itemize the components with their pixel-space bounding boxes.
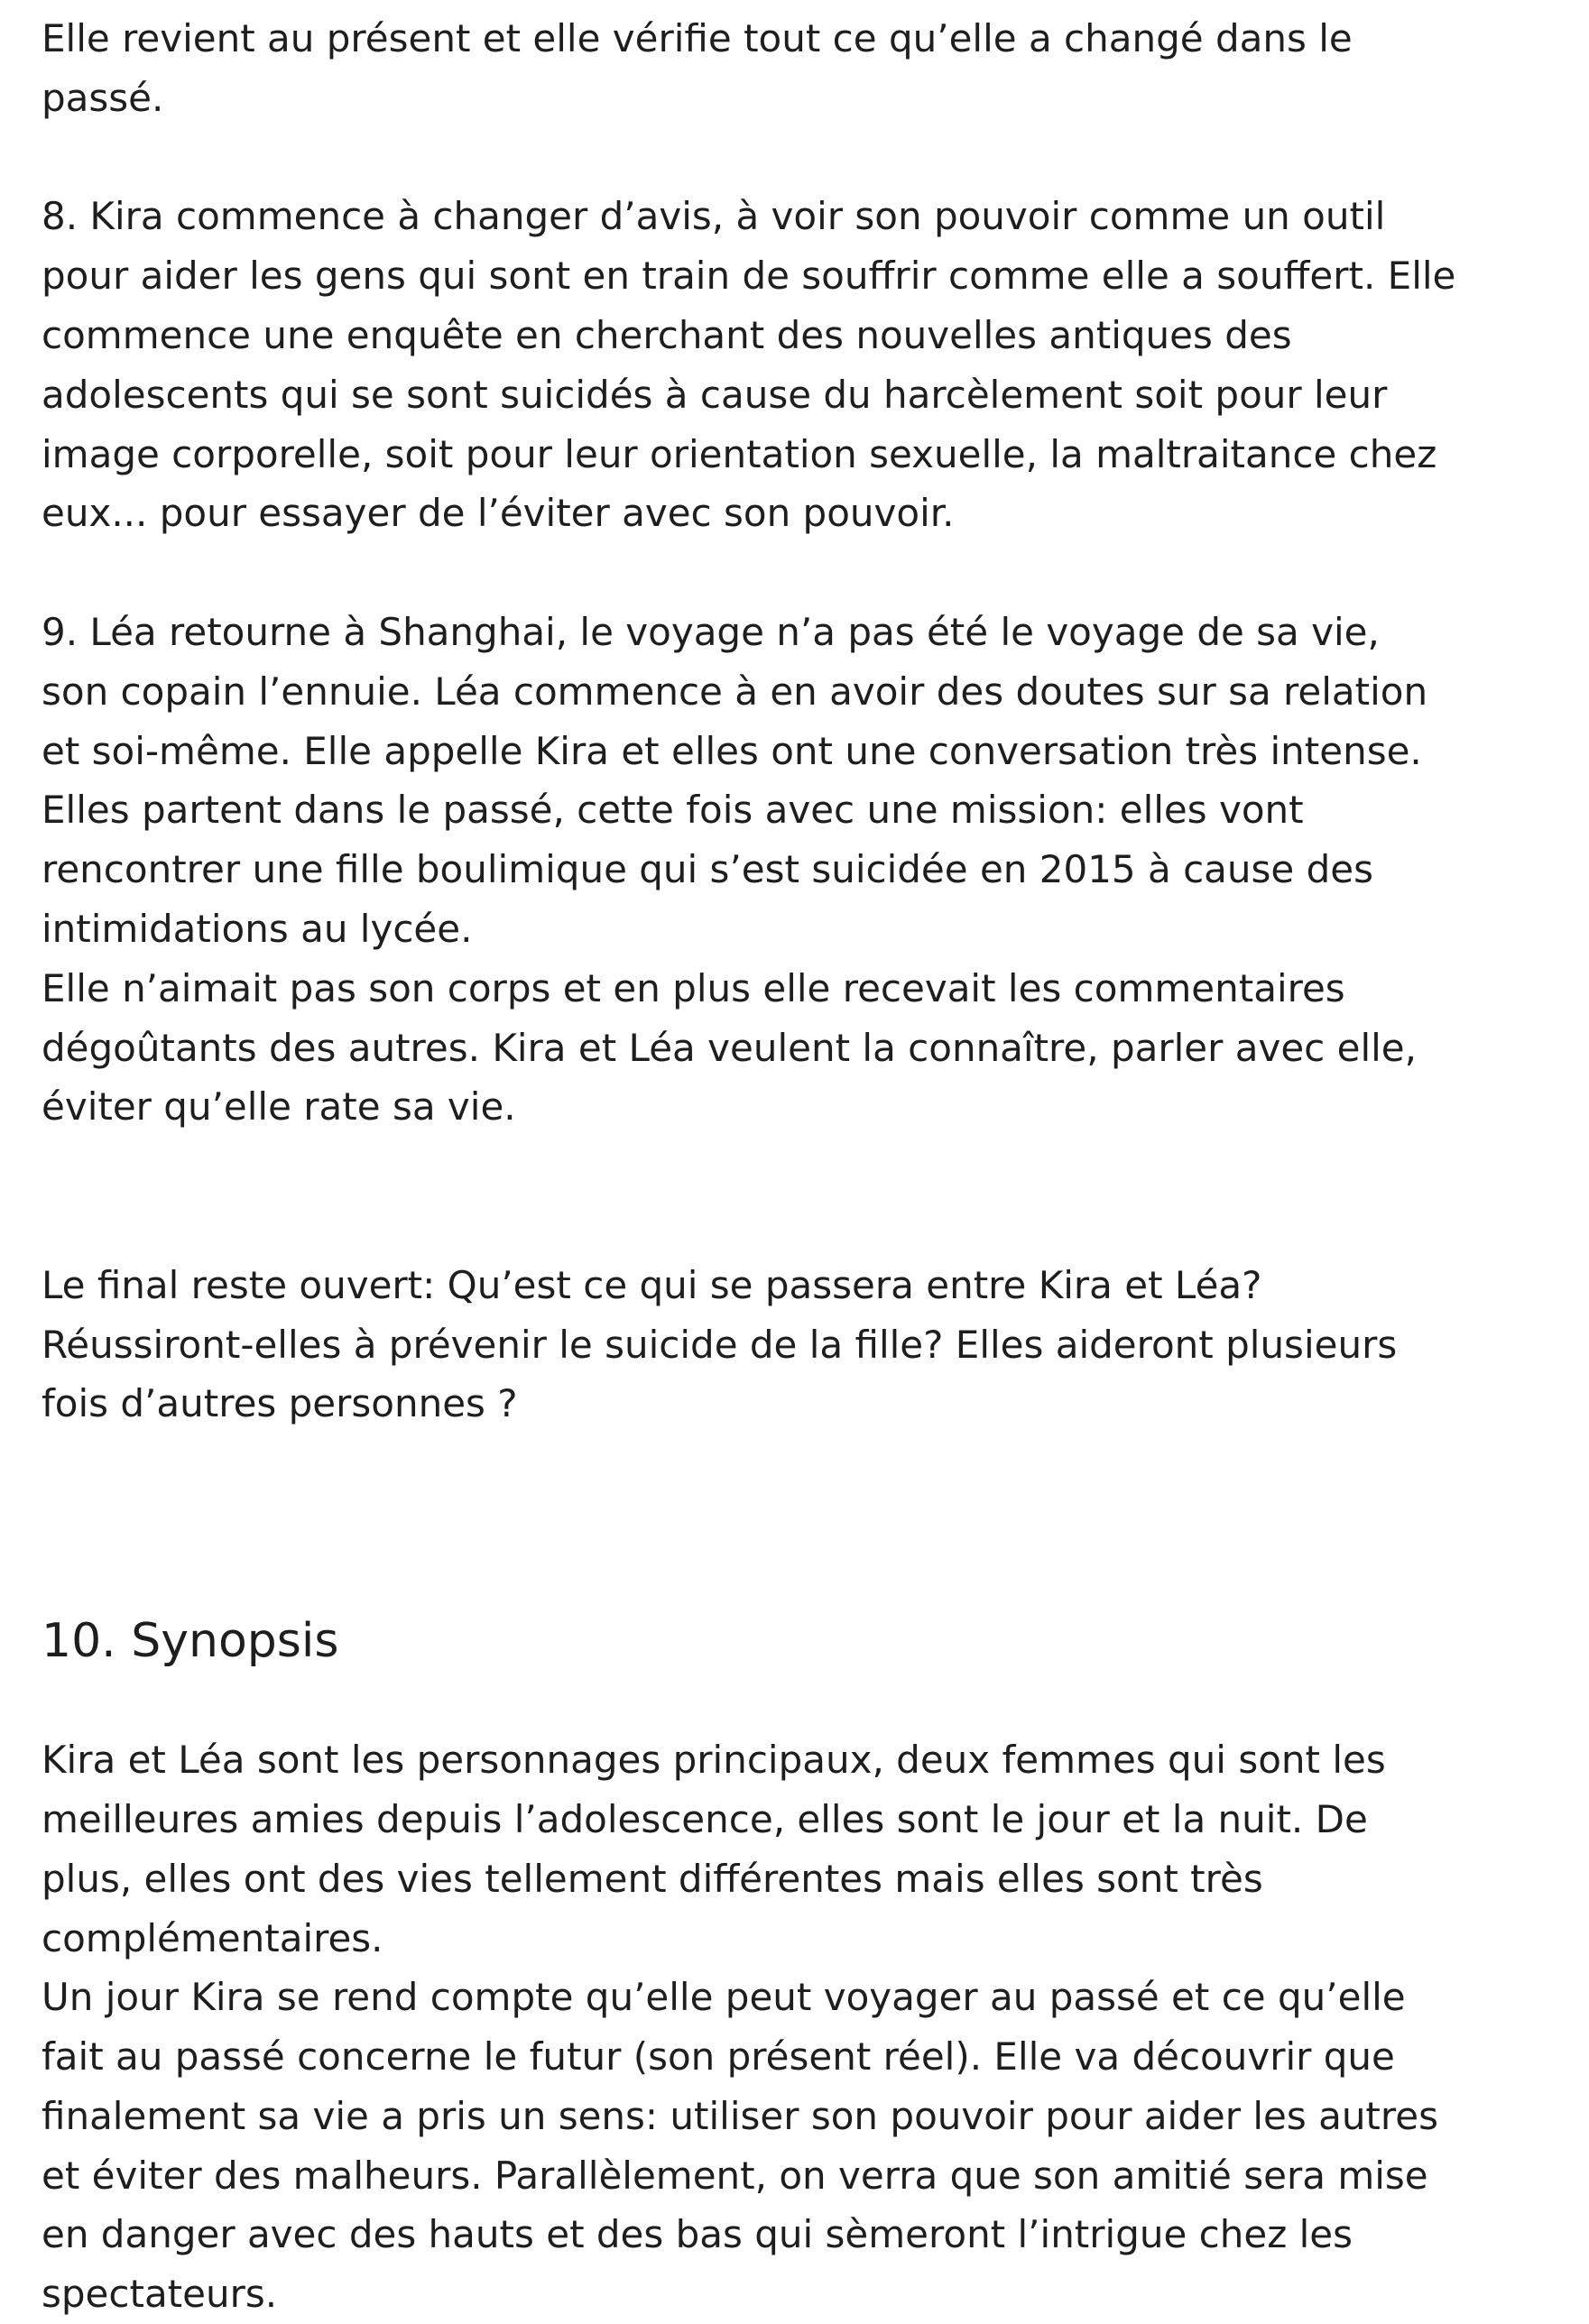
synopsis-paragraph xyxy=(42,1730,1548,2324)
paragraph-line: rencontrer une fille boulimique qui s’est suicidée en 2015 à cause des xyxy=(42,847,1373,892)
item-9-paragraph xyxy=(42,603,1548,1137)
paragraph-line: intimidations au lycée. xyxy=(42,906,473,951)
synopsis-heading: 10. Synopsis xyxy=(42,1613,339,1668)
document-page xyxy=(42,9,1548,2324)
paragraph-line: passé. xyxy=(42,75,164,120)
paragraph-line: complémentaires. xyxy=(42,1915,383,1960)
paragraph-line: adolescents qui se sont suicidés à cause du harcèlement soit pour leur xyxy=(42,372,1388,417)
paragraph-line: spectateurs. xyxy=(42,2272,278,2317)
paragraph-line: en danger avec des hauts et des bas qui sèmeront l’intrigue chez les xyxy=(42,2212,1353,2257)
paragraph-line: meilleures amies depuis l’adolescence, elles sont le jour et la nuit. De xyxy=(42,1796,1368,1841)
paragraph-line: fait au passé concerne le futur (son présent réel). Elle va découvrir que xyxy=(42,2034,1395,2080)
paragraph-line: commence une enquête en cherchant des nouvelles antiques des xyxy=(42,312,1292,357)
paragraph-line: et éviter des malheurs. Parallèlement, on verra que son amitié sera mise xyxy=(42,2153,1428,2198)
paragraph-line: 9. Léa retourne à Shanghai, le voyage n’a pas été le voyage de sa vie, xyxy=(42,609,1380,654)
paragraph-line: Kira et Léa sont les personnages principaux, deux femmes qui sont les xyxy=(42,1738,1386,1783)
paragraph-line: Elle n’aimait pas son corps et en plus elle recevait les commentaires xyxy=(42,965,1345,1010)
paragraph-line: Un jour Kira se rend compte qu’elle peut voyager au passé et ce qu’elle xyxy=(42,1975,1406,2020)
paragraph-line: eux... pour essayer de l’éviter avec son pouvoir. xyxy=(42,491,955,536)
paragraph-line: pour aider les gens qui sont en train de souffrir comme elle a souffert. Elle xyxy=(42,254,1456,299)
paragraph-line: Elles partent dans le passé, cette fois avec une mission: elles vont xyxy=(42,788,1304,833)
paragraph-spacer xyxy=(42,128,1548,188)
paragraph-spacer xyxy=(42,1671,1548,1730)
paragraph-line: Le final reste ouvert: Qu’est ce qui se passera entre Kira et Léa? xyxy=(42,1262,1262,1307)
paragraph-line: plus, elles ont des vies tellement différentes mais elles sont très xyxy=(42,1856,1263,1901)
paragraph-spacer xyxy=(42,543,1548,603)
paragraph-line: éviter qu’elle rate sa vie. xyxy=(42,1084,516,1130)
paragraph-line: fois d’autres personnes ? xyxy=(42,1381,518,1426)
item-8-paragraph xyxy=(42,187,1548,543)
paragraph-line: et soi-même. Elle appelle Kira et elles ont une conversation très intense. xyxy=(42,728,1422,773)
continuation-paragraph xyxy=(42,9,1548,128)
section-spacer xyxy=(42,1434,1548,1611)
paragraph-line: image corporelle, soit pour leur orientation sexuelle, la maltraitance chez xyxy=(42,431,1437,476)
paragraph-spacer xyxy=(42,1137,1548,1256)
paragraph-line: Elle revient au présent et elle vérifie tout ce qu’elle a changé dans le xyxy=(42,16,1353,60)
paragraph-line: finalement sa vie a pris un sens: utiliser son pouvoir pour aider les autres xyxy=(42,2093,1438,2138)
paragraph-line: son copain l’ennuie. Léa commence à en avoir des doutes sur sa relation xyxy=(42,669,1428,714)
final-paragraph xyxy=(42,1256,1548,1434)
paragraph-line: dégoûtants des autres. Kira et Léa veulent la connaître, parler avec elle, xyxy=(42,1025,1417,1070)
paragraph-line: Réussiront-elles à prévenir le suicide de la fille? Elles aideront plusieurs xyxy=(42,1322,1398,1367)
paragraph-line: 8. Kira commence à changer d’avis, à voir son pouvoir comme un outil xyxy=(42,194,1386,239)
